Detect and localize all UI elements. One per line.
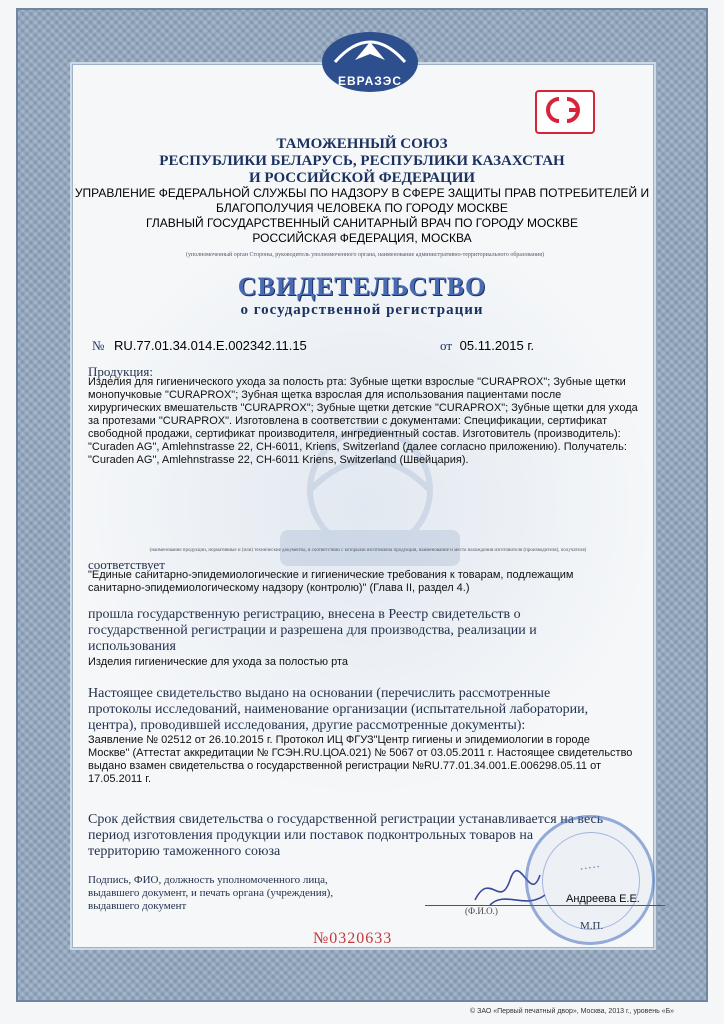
header-line-2: РЕСПУБЛИКИ БЕЛАРУСЬ, РЕСПУБЛИКИ КАЗАХСТАН [159, 153, 565, 169]
conformity-line: "Единые санитарно-эпидемиологические и гигиенические требования к товарам, подлежащим [88, 569, 574, 581]
basis-line: Настоящее свидетельство выдано на основании (перечислить рассмотренные [88, 686, 551, 701]
basis-documents [88, 734, 648, 786]
signature-line: Подпись, ФИО, должность уполномоченного лица, [88, 874, 328, 886]
basis-line: центра), проводившей исследования, другие рассмотренные документы): [88, 718, 526, 733]
signature-line: выдавшего документ, и печать органа (учреждения), [88, 887, 334, 899]
serial-number: №0320633 [313, 930, 393, 947]
authority-line-4: РОССИЙСКАЯ ФЕДЕРАЦИЯ, МОСКВА [252, 231, 472, 245]
signature-caption [88, 874, 418, 913]
statement-line: прошла государственную регистрацию, внесена в Реестр свидетельств о [88, 607, 521, 622]
registration-statement [88, 607, 648, 655]
certificate-title: СВИДЕТЕЛЬСТВО [237, 272, 487, 301]
product-caption: (наименование продукции, нормативные и (или) технические документы, в соответствии с которыми изготовлена продукция, наименование и место нахождения изготовителя (производителя), получателя) [149, 548, 587, 553]
product-line: монопучковые "CURAPROX"; Зубная щетка взрослая для использования пациентами после [88, 389, 562, 401]
basis-doc-line: 17.05.2011 г. [88, 773, 152, 785]
signatory-name: Андреева Е.Е. [566, 893, 640, 905]
basis-line: протоколы исследований, наименование организации (испытательной лаборатории, [88, 702, 589, 717]
product-description [88, 376, 648, 467]
eurasec-logo [320, 22, 420, 102]
statement-line: государственной регистрации и разрешена для производства, реализации и [88, 623, 537, 638]
header-line-3: И РОССИЙСКОЙ ФЕДЕРАЦИИ [248, 170, 476, 186]
authority [72, 186, 652, 246]
date-value: 05.11.2015 г. [459, 338, 535, 353]
product-line: хирургических вмешательств "CURAPROX"; Зубные щетки детские "CURAPROX"; Зубные щетки для ухода [88, 402, 638, 414]
product-line: Изделия для гигиенического ухода за полость рта: Зубные щетки взрослые "CURAPROX"; Зубные щетки [88, 376, 626, 388]
statement-line: использования [88, 639, 176, 654]
signature-line: выдавшего документ [88, 900, 187, 912]
registration-date [440, 338, 534, 354]
authority-line-2: БЛАГОПОЛУЧИЯ ЧЕЛОВЕКА ПО ГОРОДУ МОСКВЕ [216, 201, 508, 215]
validity-line: территорию таможенного союза [88, 844, 281, 859]
basis-statement [88, 686, 648, 734]
stamp-ring [542, 832, 640, 930]
date-label: от [440, 338, 453, 353]
basis-doc-line: Заявление № 02512 от 26.10.2015 г. Протокол ИЦ ФГУЗ"Центр гигиены и эпидемиологии в городе [88, 734, 590, 746]
registration-number [92, 338, 307, 354]
conformity-line: санитарно-эпидемиологическому надзору (контролю)" (Глава II, раздел 4.) [88, 582, 470, 594]
conformity-text [88, 569, 648, 595]
product-label: Продукция: [88, 364, 153, 379]
basis-doc-line: выдано взамен свидетельства о государственной регистрации №RU.77.01.34.001.Е.006298.05.11 от [88, 760, 602, 772]
product-line: "Curaden AG", Amlehnstrasse 22, CH-6011, Kriens, Switzerland (далее согласно приложению). Получатель: [88, 441, 627, 453]
fio-caption: (Ф.И.О.) [465, 906, 498, 916]
product-line: "Curaden AG", Amlehnstrasse 22, CH-6011 Kriens, Switzerland (Швейцария). [88, 454, 469, 466]
authority-line-3: ГЛАВНЫЙ ГОСУДАРСТВЕННЫЙ САНИТАРНЫЙ ВРАЧ ПО ГОРОДУ МОСКВЕ [146, 216, 578, 230]
validity-line: период изготовления продукции или поставок подконтрольных товаров на [88, 828, 534, 843]
number-value: RU.77.01.34.014.Е.002342.11.15 [114, 338, 307, 353]
usage-scope: Изделия гигиенические для ухода за полостью рта [88, 656, 348, 668]
number-label: № [92, 338, 105, 353]
header-line-1: ТАМОЖЕННЫЙ СОЮЗ [276, 136, 448, 152]
certificate-subtitle: о государственной регистрации [240, 302, 484, 318]
sanitary-mark-icon [537, 92, 589, 128]
conformity-label: соответствует [88, 557, 165, 572]
logo-text: ЕВРАЗЭС [337, 74, 402, 88]
official-stamp [525, 815, 655, 945]
header [72, 136, 652, 187]
product-line: за протезами "CURAPROX". Изготовлена в соответствии с документами: Спецификации, сертификат [88, 415, 608, 427]
validity-line: Срок действия свидетельства о государственной регистрации устанавливается на весь [88, 812, 604, 827]
product-line: свободной продажи, сертификат производителя, ингредиентный состав. Изготовитель (производитель): [88, 428, 621, 440]
basis-doc-line: Москве" (Аттестат аккредитации № ГСЭН.RU.ЦОА.021) № 5067 от 03.05.2011 г. Настоящее свидетельство [88, 747, 633, 759]
stamp-placeholder: М.П. [580, 920, 604, 932]
authority-line-1: УПРАВЛЕНИЕ ФЕДЕРАЛЬНОЙ СЛУЖБЫ ПО НАДЗОРУ В СФЕРЕ ЗАЩИТЫ ПРАВ ПОТРЕБИТЕЛЕЙ И [74, 186, 650, 200]
sanitary-mark [535, 90, 595, 134]
stamp-text: • • • • • [579, 862, 601, 874]
authority-caption: (уполномоченный орган Стороны, руководитель уполномоченного органа, наименование административно-территориального образования) [186, 252, 544, 258]
printer-footer: © ЗАО «Первый печатный двор», Москва, 2013 г., уровень «Б» [470, 1008, 675, 1015]
